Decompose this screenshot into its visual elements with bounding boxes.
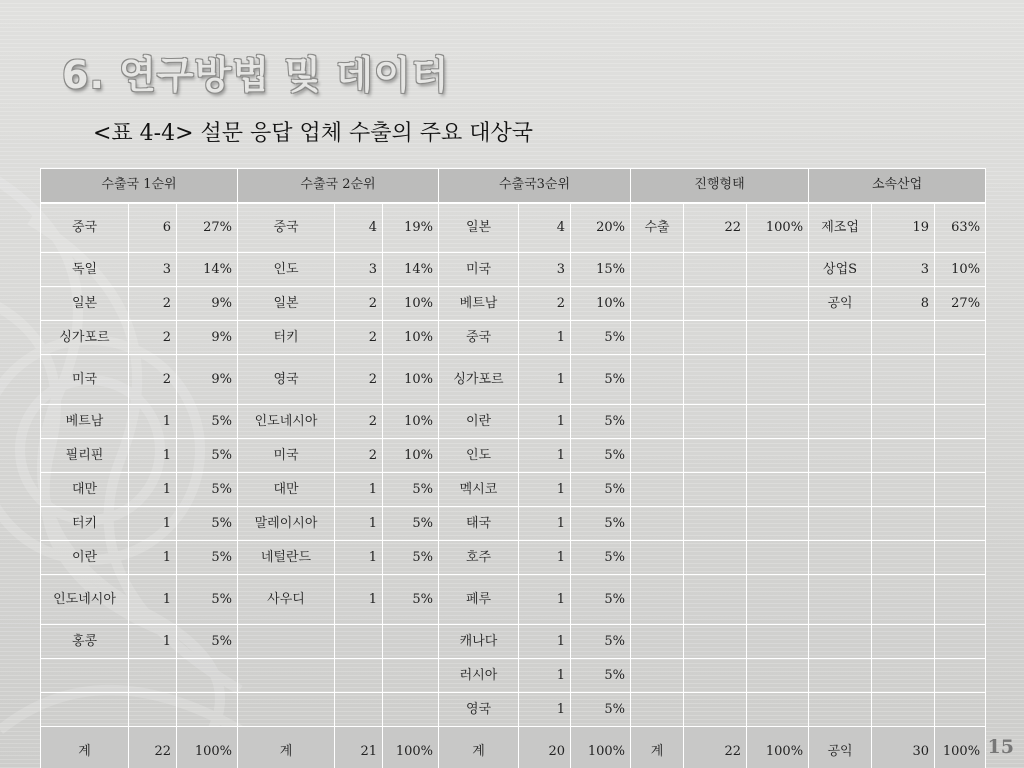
percent-cell [747,625,809,659]
slide-title: 6. 연구방법 및 데이터 [62,53,450,97]
country-cell: 태국 [439,507,519,541]
percent-cell [747,507,809,541]
count-cell: 2 [335,355,383,405]
count-cell: 1 [519,693,571,727]
percent-cell [935,659,986,693]
country-cell: 홍콩 [41,625,129,659]
count-cell [684,659,747,693]
count-cell: 1 [519,405,571,439]
country-cell [809,693,872,727]
count-cell [684,575,747,625]
percent-cell: 20% [571,203,631,253]
country-cell: 중국 [238,203,335,253]
country-cell: 중국 [439,321,519,355]
count-cell [872,625,935,659]
country-cell: 상업S [809,253,872,287]
count-cell [684,625,747,659]
count-cell [872,405,935,439]
count-cell [684,541,747,575]
country-cell [631,575,684,625]
count-cell: 4 [519,203,571,253]
percent-cell: 14% [177,253,238,287]
count-cell: 2 [519,287,571,321]
country-cell: 대만 [238,473,335,507]
country-cell [41,659,129,693]
country-cell [631,287,684,321]
table-row [41,693,986,727]
country-cell [809,405,872,439]
table-row [41,321,986,355]
total-label-cell: 계 [439,727,519,768]
count-cell: 6 [129,203,177,253]
percent-cell: 5% [383,473,439,507]
count-cell [684,507,747,541]
table-row [41,625,986,659]
total-label-cell: 계 [631,727,684,768]
percent-cell [935,405,986,439]
count-cell [684,287,747,321]
table-row [41,253,986,287]
country-cell [631,473,684,507]
percent-cell: 5% [383,541,439,575]
total-percent-cell: 100% [383,727,439,768]
percent-cell: 5% [177,439,238,473]
table-caption: <표 4-4> 설문 응답 업체 수출의 주요 대상국 [93,121,534,146]
percent-cell [935,355,986,405]
percent-cell: 15% [571,253,631,287]
country-cell: 네털란드 [238,541,335,575]
total-count-cell: 30 [872,727,935,768]
count-cell [872,473,935,507]
count-cell: 22 [684,203,747,253]
country-cell [809,321,872,355]
total-count-cell: 22 [129,727,177,768]
country-cell: 터키 [238,321,335,355]
count-cell: 2 [335,321,383,355]
count-cell [129,693,177,727]
country-cell: 영국 [439,693,519,727]
country-cell: 호주 [439,541,519,575]
table-row [41,541,986,575]
total-label-cell: 계 [238,727,335,768]
country-cell: 인도네시아 [238,405,335,439]
count-cell: 3 [129,253,177,287]
country-cell: 영국 [238,355,335,405]
table-row [41,507,986,541]
total-percent-cell: 100% [177,727,238,768]
country-cell [238,659,335,693]
count-cell: 2 [129,287,177,321]
percent-cell: 5% [571,507,631,541]
country-cell: 일본 [41,287,129,321]
count-cell [684,693,747,727]
country-cell: 베트남 [439,287,519,321]
percent-cell [747,439,809,473]
country-cell [631,541,684,575]
page-number: 15 [987,736,1014,758]
percent-cell: 5% [177,575,238,625]
percent-cell: 9% [177,321,238,355]
country-cell [631,253,684,287]
count-cell: 1 [335,541,383,575]
percent-cell: 14% [383,253,439,287]
country-cell: 이란 [41,541,129,575]
country-cell: 인도네시아 [41,575,129,625]
count-cell [129,659,177,693]
total-count-cell: 21 [335,727,383,768]
percent-cell [935,473,986,507]
percent-cell: 100% [747,203,809,253]
count-cell [335,693,383,727]
percent-cell [177,693,238,727]
percent-cell [383,693,439,727]
count-cell [872,439,935,473]
country-cell: 일본 [238,287,335,321]
country-cell: 필리핀 [41,439,129,473]
country-cell [631,659,684,693]
country-cell [238,625,335,659]
country-cell [809,575,872,625]
percent-cell: 5% [177,405,238,439]
count-cell [684,355,747,405]
country-cell [809,541,872,575]
percent-cell [747,693,809,727]
total-label-cell: 공익 [809,727,872,768]
country-cell: 미국 [439,253,519,287]
percent-cell [935,625,986,659]
count-cell [335,625,383,659]
count-cell: 1 [129,575,177,625]
count-cell: 1 [519,355,571,405]
percent-cell: 19% [383,203,439,253]
table-row [41,405,986,439]
total-count-cell: 22 [684,727,747,768]
country-cell [809,625,872,659]
count-cell: 1 [129,541,177,575]
count-cell [684,321,747,355]
percent-cell [383,625,439,659]
table-row [41,659,986,693]
percent-cell: 5% [571,439,631,473]
percent-cell: 5% [383,575,439,625]
count-cell [684,253,747,287]
percent-cell: 5% [571,473,631,507]
percent-cell: 10% [383,405,439,439]
count-cell: 1 [129,473,177,507]
table-row [41,575,986,625]
count-cell: 2 [129,355,177,405]
count-cell: 1 [335,575,383,625]
count-cell: 1 [335,507,383,541]
total-percent-cell: 100% [571,727,631,768]
count-cell [872,575,935,625]
table-header-row [41,169,986,203]
percent-cell: 5% [571,659,631,693]
percent-cell [935,321,986,355]
country-cell [631,439,684,473]
count-cell: 1 [519,507,571,541]
country-cell: 사우디 [238,575,335,625]
count-cell: 1 [519,321,571,355]
percent-cell [747,405,809,439]
percent-cell: 10% [383,287,439,321]
country-cell: 중국 [41,203,129,253]
percent-cell: 5% [571,693,631,727]
count-cell [872,507,935,541]
count-cell: 2 [129,321,177,355]
count-cell [684,405,747,439]
count-cell [335,659,383,693]
country-cell [809,473,872,507]
percent-cell: 5% [571,625,631,659]
country-cell: 캐나다 [439,625,519,659]
country-cell: 인도 [238,253,335,287]
percent-cell: 5% [383,507,439,541]
count-cell: 3 [335,253,383,287]
percent-cell: 10% [383,439,439,473]
count-cell: 8 [872,287,935,321]
percent-cell [747,321,809,355]
count-cell [684,473,747,507]
percent-cell [747,473,809,507]
country-cell: 싱가포르 [41,321,129,355]
country-cell: 러시아 [439,659,519,693]
percent-cell: 27% [935,287,986,321]
total-percent-cell: 100% [935,727,986,768]
count-cell [872,355,935,405]
country-cell: 말레이시아 [238,507,335,541]
count-cell: 1 [129,625,177,659]
count-cell: 4 [335,203,383,253]
count-cell: 19 [872,203,935,253]
percent-cell: 10% [383,355,439,405]
count-cell: 1 [129,439,177,473]
country-cell [631,321,684,355]
country-cell [238,693,335,727]
country-cell [631,405,684,439]
count-cell: 2 [335,405,383,439]
column-group-header: 수출국 2순위 [238,169,439,203]
count-cell [872,541,935,575]
percent-cell: 5% [177,541,238,575]
total-label-cell: 계 [41,727,129,768]
count-cell: 3 [872,253,935,287]
percent-cell [747,541,809,575]
percent-cell [935,507,986,541]
country-cell: 페루 [439,575,519,625]
total-count-cell: 20 [519,727,571,768]
percent-cell [935,541,986,575]
percent-cell: 5% [571,405,631,439]
percent-cell: 10% [571,287,631,321]
percent-cell: 5% [177,507,238,541]
country-cell: 독일 [41,253,129,287]
percent-cell: 5% [571,541,631,575]
percent-cell: 10% [935,253,986,287]
percent-cell [747,253,809,287]
country-cell: 멕시코 [439,473,519,507]
count-cell: 1 [519,659,571,693]
percent-cell: 63% [935,203,986,253]
percent-cell [747,287,809,321]
country-cell: 베트남 [41,405,129,439]
percent-cell: 5% [571,575,631,625]
table-row [41,439,986,473]
country-cell: 미국 [41,355,129,405]
country-cell: 일본 [439,203,519,253]
column-group-header: 소속산업 [809,169,986,203]
percent-cell: 5% [177,625,238,659]
table-row [41,287,986,321]
country-cell: 터키 [41,507,129,541]
column-group-header: 수출국3순위 [439,169,631,203]
country-cell [631,507,684,541]
country-cell [809,355,872,405]
percent-cell: 10% [383,321,439,355]
country-cell [809,659,872,693]
count-cell: 1 [519,575,571,625]
country-cell [631,625,684,659]
count-cell: 1 [519,541,571,575]
country-cell: 대만 [41,473,129,507]
country-cell [631,693,684,727]
percent-cell [177,659,238,693]
count-cell: 1 [335,473,383,507]
count-cell: 1 [519,625,571,659]
count-cell [872,693,935,727]
percent-cell [747,575,809,625]
percent-cell: 9% [177,287,238,321]
table-row [41,355,986,405]
country-cell: 인도 [439,439,519,473]
country-cell: 싱가포르 [439,355,519,405]
percent-cell: 5% [571,321,631,355]
country-cell: 공익 [809,287,872,321]
count-cell: 1 [519,473,571,507]
percent-cell [383,659,439,693]
percent-cell [747,355,809,405]
total-percent-cell: 100% [747,727,809,768]
percent-cell [935,439,986,473]
percent-cell [747,659,809,693]
country-cell [809,507,872,541]
percent-cell: 5% [177,473,238,507]
export-destination-table [40,168,986,768]
count-cell [872,659,935,693]
country-cell [809,439,872,473]
percent-cell [935,693,986,727]
percent-cell: 27% [177,203,238,253]
table-row [41,473,986,507]
column-group-header: 수출국 1순위 [41,169,238,203]
percent-cell [935,575,986,625]
country-cell: 미국 [238,439,335,473]
count-cell: 3 [519,253,571,287]
count-cell: 1 [129,405,177,439]
count-cell: 2 [335,287,383,321]
count-cell: 1 [129,507,177,541]
table-row [41,203,986,253]
percent-cell: 5% [571,355,631,405]
count-cell [872,321,935,355]
percent-cell: 9% [177,355,238,405]
country-cell: 이란 [439,405,519,439]
count-cell [684,439,747,473]
country-cell: 수출 [631,203,684,253]
country-cell [631,355,684,405]
count-cell: 2 [335,439,383,473]
count-cell: 1 [519,439,571,473]
column-group-header: 진행형태 [631,169,809,203]
table-total-row [41,727,986,768]
country-cell: 제조업 [809,203,872,253]
country-cell [41,693,129,727]
